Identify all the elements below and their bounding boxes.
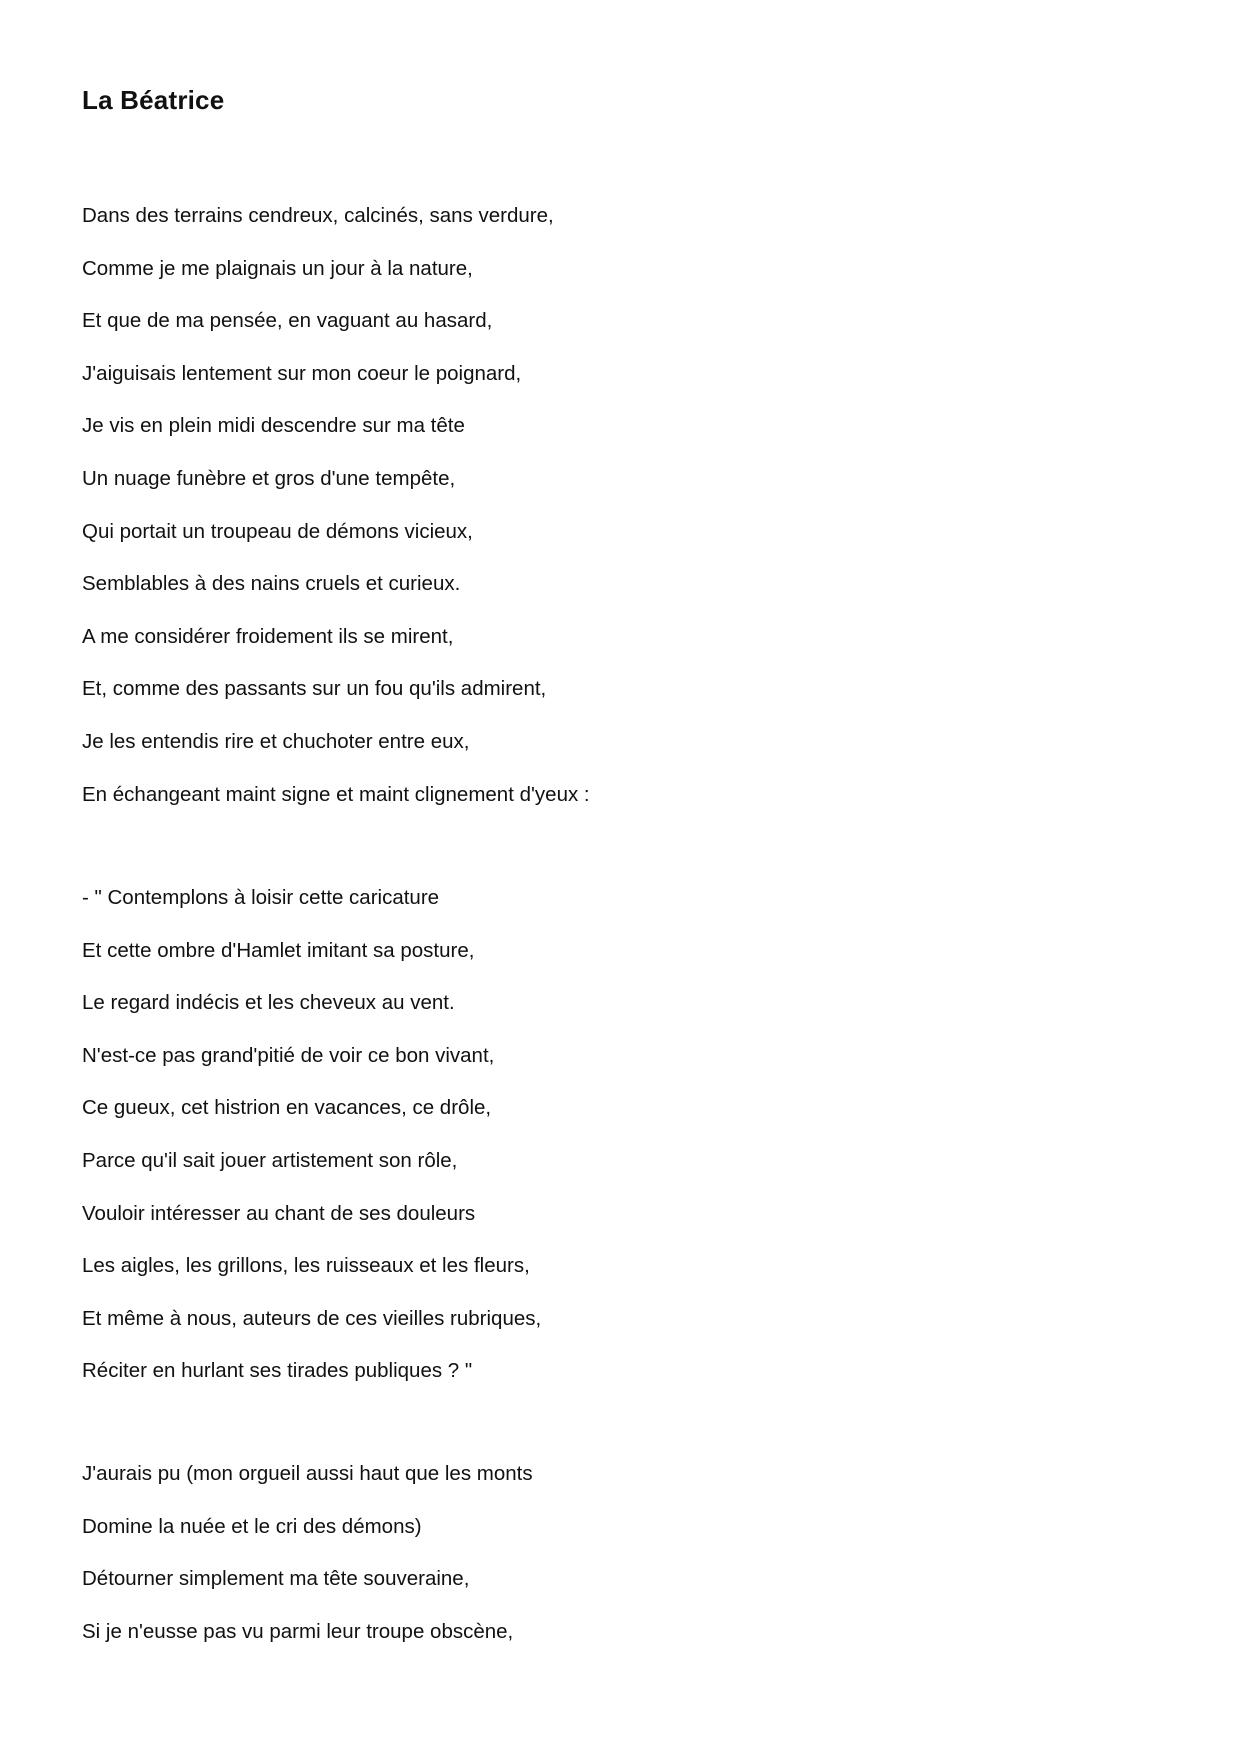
verse-line: Et que de ma pensée, en vaguant au hasard, [82, 309, 493, 333]
verse-line: J'aurais pu (mon orgueil aussi haut que les monts [82, 1462, 533, 1485]
verse-line: Les aigles, les grillons, les ruisseaux et les fleurs, [82, 1254, 530, 1278]
stanza-2 [82, 872, 541, 1398]
verse-line: En échangeant maint signe et maint clignement d'yeux : [82, 782, 590, 806]
stanza-1 [82, 190, 590, 821]
verse-line: A me considérer froidement ils se mirent, [82, 624, 454, 648]
poem-title: La Béatrice [82, 85, 225, 115]
verse-line: Je vis en plein midi descendre sur ma tête [82, 414, 465, 438]
verse-line: Semblables à des nains cruels et curieux. [82, 572, 461, 596]
verse-line: Et cette ombre d'Hamlet imitant sa posture, [82, 938, 475, 962]
verse-line: Je les entendis rire et chuchoter entre eux, [82, 729, 470, 753]
verse-line: Vouloir intéresser au chant de ses douleurs [82, 1201, 476, 1225]
verse-line: Comme je me plaignais un jour à la nature, [82, 256, 473, 280]
verse-line: Et, comme des passants sur un fou qu'ils admirent, [82, 677, 547, 701]
verse-line: Parce qu'il sait jouer artistement son rôle, [82, 1148, 458, 1172]
verse-line: J'aiguisais lentement sur mon coeur le poignard, [82, 361, 522, 385]
verse-line: - " Contemplons à loisir cette caricature [82, 886, 440, 909]
verse-line: Détourner simplement ma tête souveraine, [82, 1567, 470, 1591]
verse-line: Qui portait un troupeau de démons vicieux, [82, 519, 473, 543]
verse-line: Le regard indécis et les cheveux au vent. [82, 991, 455, 1015]
verse-line: Un nuage funèbre et gros d'une tempête, [82, 466, 456, 490]
stanza-3 [82, 1448, 533, 1658]
verse-line: Ce gueux, cet histrion en vacances, ce drôle, [82, 1096, 492, 1120]
verse-line: Et même à nous, auteurs de ces vieilles rubriques, [82, 1306, 542, 1330]
verse-line: Dans des terrains cendreux, calcinés, sans verdure, [82, 204, 554, 227]
verse-line: Si je n'eusse pas vu parmi leur troupe obscène, [82, 1619, 514, 1643]
verse-line: Réciter en hurlant ses tirades publiques ? " [82, 1359, 473, 1383]
verse-line: Domine la nuée et le cri des démons) [82, 1514, 422, 1538]
verse-line: N'est-ce pas grand'pitié de voir ce bon vivant, [82, 1043, 495, 1067]
